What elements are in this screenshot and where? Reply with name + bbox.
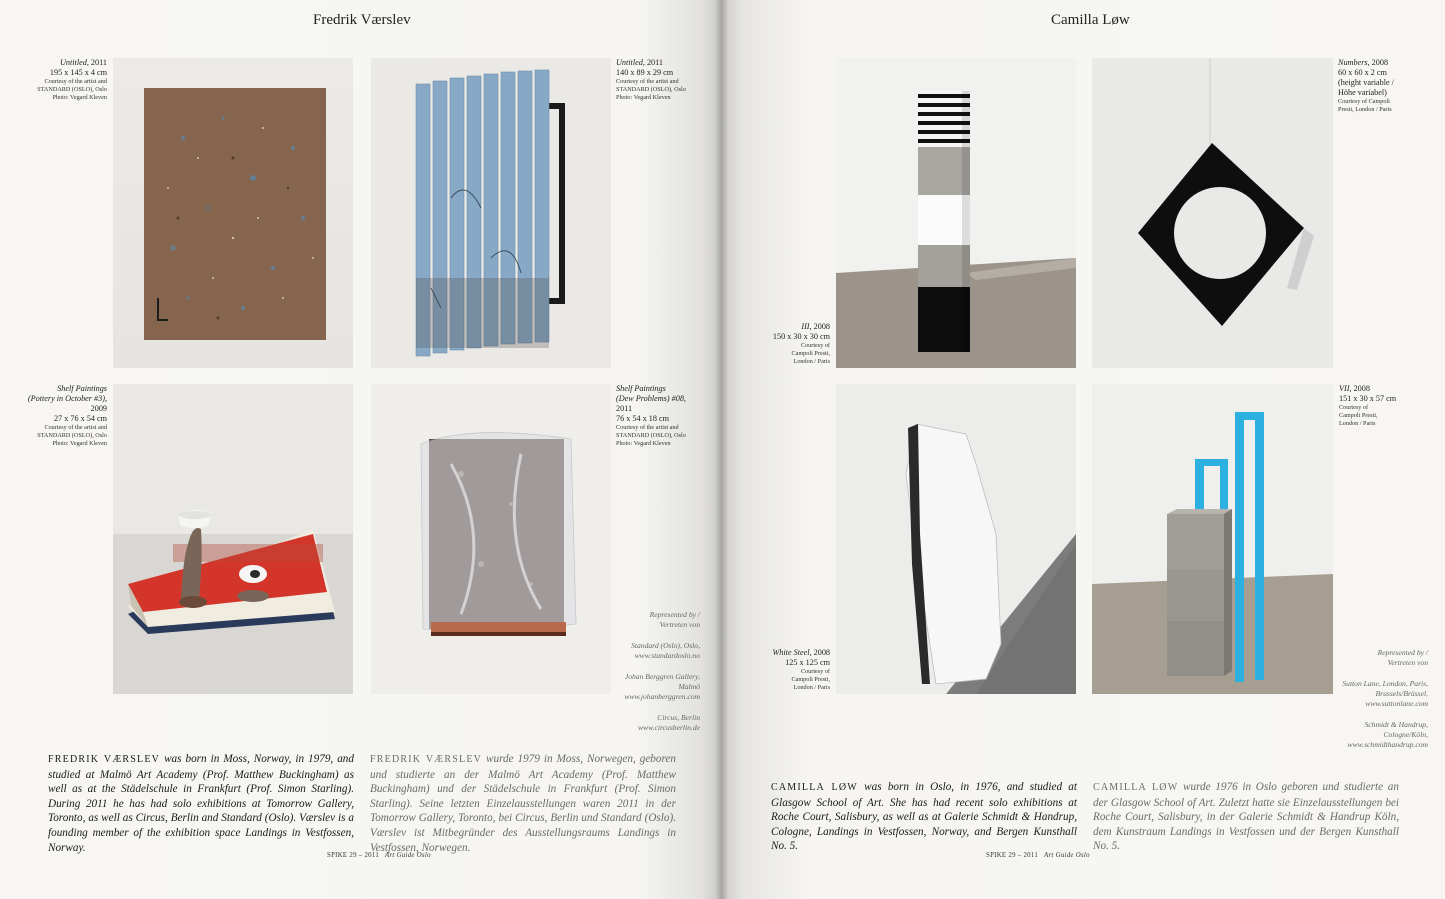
bio-german-right: [1093, 780, 1399, 854]
credit-line: Campoli Presti,: [791, 350, 830, 357]
bio-english-left: [48, 752, 354, 855]
work-year: , 2011: [86, 58, 107, 67]
credit-line: Photo: Vegard Kleven: [52, 94, 107, 101]
bio-artist-name: FREDRIK VÆRSLEV: [370, 754, 483, 765]
work-dimensions: 150 x 30 x 30 cm: [772, 332, 830, 341]
bio-text: was born in Moss, Norway, in 1979, and studied at Malmö Art Academy (Prof. Matthew Buckingham) as well as at the Städelschule in Frankfurt (Prof. Simon Starling). During 2011 he has had solo exhibitions at Tomorrow Gallery, Toronto, as well as Circus, Berlin and Standard (Oslo). Værslev is a founding member of the exhibition space Landings in Vestfossen, Norway.: [48, 753, 354, 854]
bio-text: wurde 1979 in Moss, Norwegen, geboren und studierte an der Malmö Art Academy (Prof. Matthew Buckingham) und der Städelschule in Frankfurt (Prof. Simon Starling). Seine letzten Einzelausstellungen waren 2011 in der Tomorrow Gallery, Toronto, bei Circus, Berlin und Standard (Oslo). Værslev ist Mitbegründer des Ausstellungsraums Landings in Vestfossen, Norwegen.: [370, 753, 676, 854]
credit-line: Courtesy of: [800, 668, 830, 675]
folio-magazine: SPIKE 29 – 2011: [986, 852, 1039, 859]
gallery-url[interactable]: www.circusberlin.de: [637, 723, 700, 732]
work-year: , 2008: [1349, 384, 1370, 393]
caption-work-white-steel: [742, 648, 830, 692]
caption-work-3: [18, 384, 107, 448]
folio-guide: Art Guide Oslo: [1044, 852, 1090, 859]
left-page: [0, 0, 722, 899]
bio-german-left: [370, 752, 676, 855]
gallery-name: Standard (Oslo), Oslo,: [631, 641, 700, 650]
caption-work-2: [616, 58, 706, 102]
credit-line: STANDARD (OSLO), Oslo: [37, 432, 107, 439]
work-year: 2009: [90, 404, 107, 413]
work-year: , 2008: [1367, 58, 1389, 67]
credit-line: London / Paris: [1339, 420, 1376, 427]
credit-line: STANDARD (OSLO), Oslo: [37, 86, 107, 93]
work-title: Numbers: [1338, 58, 1368, 67]
work-dimensions: 60 x 60 x 2 cm: [1338, 68, 1387, 77]
folio-guide: Art Guide Oslo: [385, 852, 431, 859]
white-steel-image: [836, 384, 1076, 694]
gallery-url[interactable]: www.standardoslo.no: [634, 651, 700, 660]
artwork-photo-shelf-pottery: [113, 384, 353, 694]
work-title: Shelf Paintings: [57, 384, 107, 393]
artwork-photo-vii: [1092, 384, 1333, 694]
credit-line: Courtesy of the artist and: [44, 424, 107, 431]
caption-work-numbers: [1338, 58, 1428, 114]
caption-work-4: [616, 384, 708, 448]
blue-slats-image: [371, 58, 611, 368]
work-dimensions: 76 x 54 x 18 cm: [616, 414, 669, 423]
credit-line: Courtesy of the artist and: [44, 78, 107, 85]
brown-painting-image: [113, 58, 353, 368]
work-title: (Dew Problems) #08,: [616, 394, 686, 403]
artwork-photo-untitled-brown: [113, 58, 353, 368]
shelf-plastic-image: [371, 384, 611, 694]
right-page: [722, 0, 1445, 899]
caption-work-1: [20, 58, 107, 102]
work-year: , 2011: [642, 58, 664, 67]
book-spine-shadow: [715, 0, 729, 899]
bio-artist-name: FREDRIK VÆRSLEV: [48, 754, 161, 765]
artwork-photo-numbers: [1092, 58, 1333, 368]
artwork-photo-untitled-blue: [371, 58, 611, 368]
represented-by-right: [1328, 648, 1428, 750]
artist-name-left: Fredrik Værslev: [313, 12, 411, 28]
artwork-photo-iii: [836, 58, 1076, 368]
column-sculpture-image: [836, 58, 1076, 368]
credit-line: STANDARD (OSLO), Oslo: [616, 432, 686, 439]
credit-line: Courtesy of the artist and: [616, 78, 679, 85]
gallery-city: Cologne/Köln,: [1383, 730, 1428, 739]
represented-heading: Represented by /: [1377, 648, 1428, 657]
credit-line: Courtesy of: [1339, 404, 1369, 411]
diamond-sculpture-image: [1092, 58, 1333, 368]
bio-english-right: [771, 780, 1077, 854]
work-dimensions: 151 x 30 x 57 cm: [1339, 394, 1397, 403]
folio-left: [327, 852, 431, 859]
caption-work-vii: [1339, 384, 1429, 428]
gallery-name: Schmidt & Handrup,: [1364, 720, 1428, 729]
represented-heading: Vertreten von: [1387, 658, 1428, 667]
shelf-pottery-image: [113, 384, 353, 694]
work-title: Shelf Paintings: [616, 384, 666, 393]
credit-line: Campoli Presti,: [791, 676, 830, 683]
gallery-city: Malmö: [678, 682, 700, 691]
credit-line: Photo: Vegard Kleven: [616, 94, 671, 101]
credit-line: Courtesy of: [800, 342, 830, 349]
work-title: III: [801, 322, 810, 331]
work-dimensions: 140 x 89 x 29 cm: [616, 68, 674, 77]
represented-heading: Represented by /: [649, 610, 700, 619]
artist-name-right: Camilla Løw: [1051, 12, 1130, 28]
represented-heading: Vertreten von: [659, 620, 700, 629]
work-title: Untitled: [616, 58, 643, 67]
work-dimensions: 195 x 145 x 4 cm: [49, 68, 107, 77]
credit-line: Photo: Vegard Kleven: [52, 440, 107, 447]
work-year: 2011: [616, 404, 633, 413]
gallery-city: Brussels/Brüssel,: [1375, 689, 1428, 698]
gallery-name: Sutton Lane, London, Paris,: [1342, 679, 1428, 688]
credit-line: London / Paris: [793, 358, 830, 365]
bio-artist-name: CAMILLA LØW: [1093, 782, 1179, 793]
gallery-name: Johan Berggren Gallery,: [624, 672, 700, 681]
artwork-photo-white-steel: [836, 384, 1076, 694]
bio-artist-name: CAMILLA LØW: [771, 782, 858, 793]
artwork-photo-shelf-plastic: [371, 384, 611, 694]
blue-frame-sculpture-image: [1092, 384, 1333, 694]
work-year: , 2008: [809, 322, 830, 331]
work-title: White Steel: [772, 648, 810, 657]
work-dimensions: Höhe variabel): [1338, 88, 1387, 97]
represented-by-left: [610, 610, 700, 733]
work-dimensions: (height variable /: [1338, 78, 1394, 87]
gallery-url[interactable]: www.suttonlane.com: [1365, 699, 1428, 708]
folio-magazine: SPIKE 29 – 2011: [327, 852, 380, 859]
credit-line: Presti, London / Paris: [1338, 106, 1392, 113]
folio-right: [986, 852, 1090, 859]
gallery-url[interactable]: www.schmidthandrup.com: [1347, 740, 1428, 749]
credit-line: STANDARD (OSLO), Oslo: [616, 86, 686, 93]
credit-line: Photo: Vegard Kleven: [616, 440, 671, 447]
bio-text: was born in Oslo, in 1976, and studied at Glasgow School of Art. She has had recent solo exhibitions at Roche Court, Salisbury, as well as at Galerie Schmidt & Handrup, Cologne, Landings in Vestfossen, Norway, and Bergen Kunsthall No. 5.: [771, 781, 1077, 853]
work-dimensions: 125 x 125 cm: [785, 658, 830, 667]
work-title: VII: [1339, 384, 1350, 393]
caption-work-iii: [742, 322, 830, 366]
work-title: (Pottery in October #3),: [27, 394, 107, 403]
work-year: , 2008: [809, 648, 830, 657]
credit-line: London / Paris: [793, 684, 830, 691]
credit-line: Courtesy of Campoli: [1338, 98, 1390, 105]
credit-line: Courtesy of the artist and: [616, 424, 679, 431]
work-title: Untitled: [59, 58, 87, 67]
work-dimensions: 27 x 76 x 54 cm: [54, 414, 107, 423]
credit-line: Campoli Presti,: [1339, 412, 1378, 419]
bio-text: wurde 1976 in Oslo geboren und studierte an der Glasgow School of Art. Zuletzt hatte sie Einzelausstellungen bei Roche Court, Salisbury, in der Galerie Schmidt & Handrup Köln, dem Kunstraum Landings in Vestfossen und der Bergen Kunsthall No. 5.: [1093, 781, 1399, 853]
gallery-name: Circus, Berlin: [657, 713, 700, 722]
gallery-url[interactable]: www.johanberggren.com: [624, 692, 700, 701]
